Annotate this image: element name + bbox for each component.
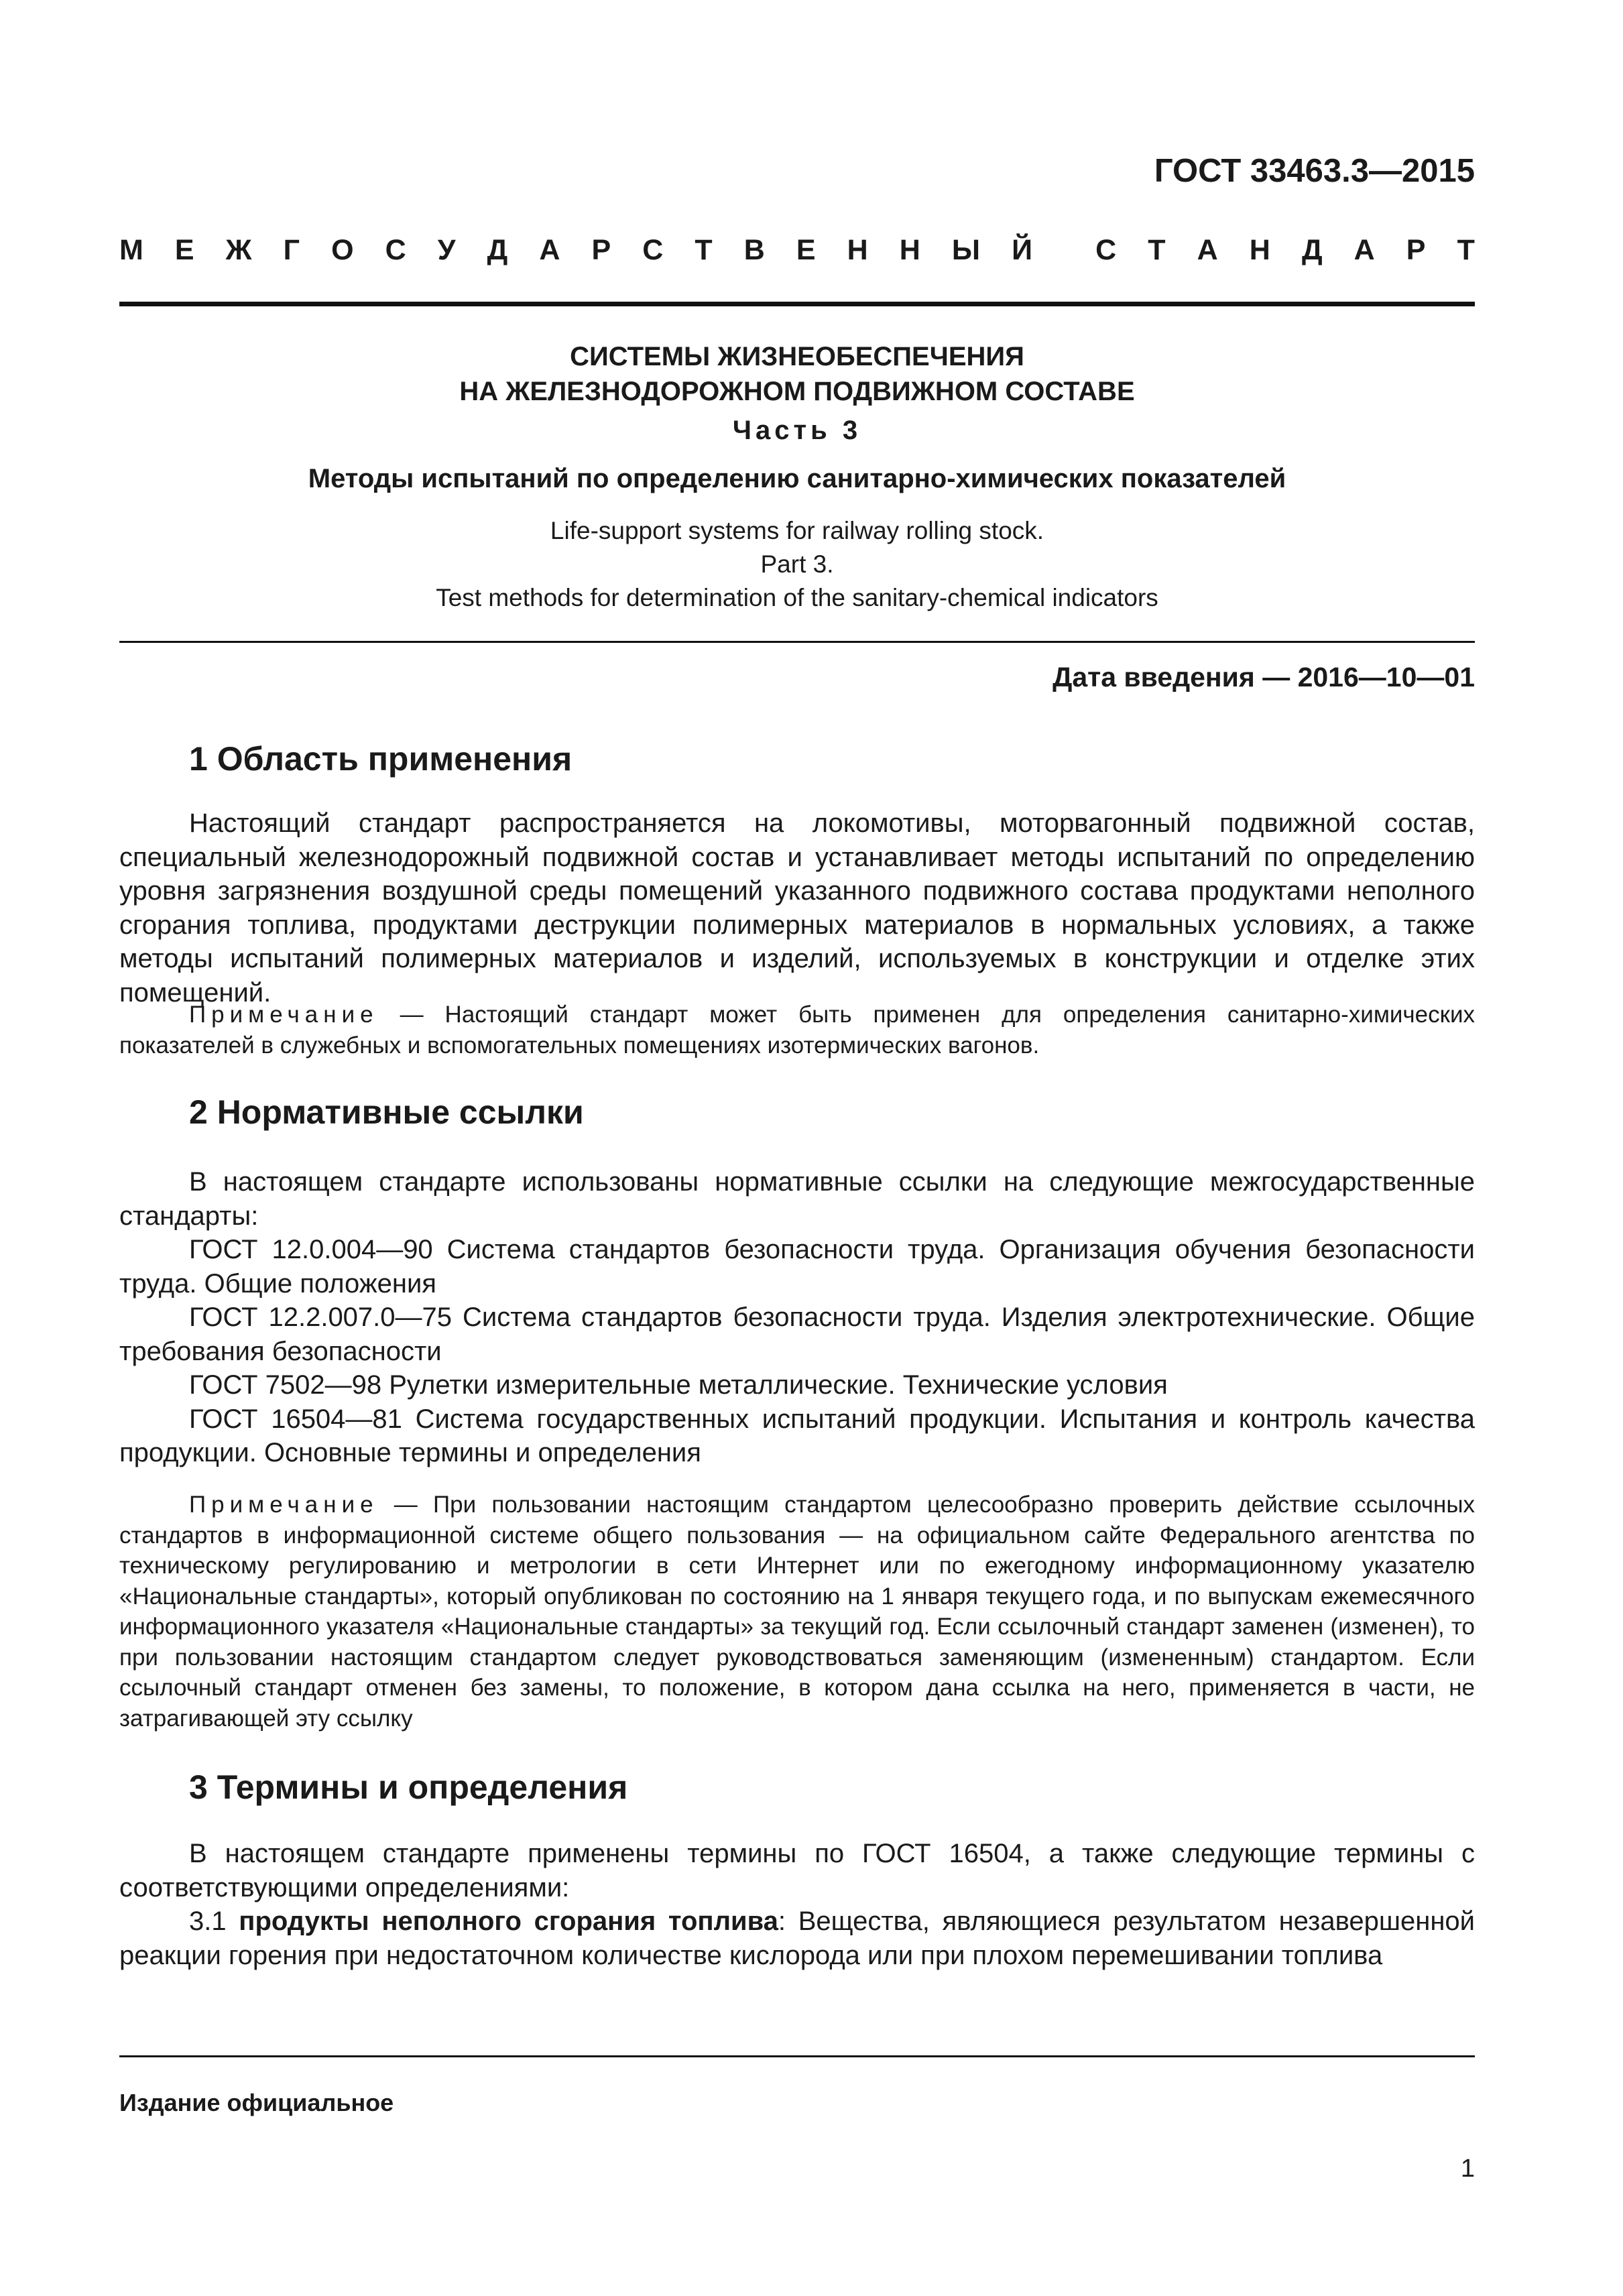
banner-letter: Н <box>899 234 920 266</box>
reference-item: ГОСТ 12.2.007.0—75 Система стандартов безопасности труда. Изделия электротехнические. Общие требования безопасности <box>119 1303 1475 1366</box>
banner-letter: Ж <box>225 234 252 266</box>
note-label: Примечание <box>189 1492 379 1518</box>
english-title-line-3: Test methods for determination of the sanitary-chemical indicators <box>436 584 1158 611</box>
section-3-body <box>119 1837 1475 1972</box>
term-number: 3.1 <box>189 1907 239 1936</box>
section-2-intro: В настоящем стандарте использованы нормативные ссылки на следующие межгосударственные стандарты: <box>119 1167 1475 1231</box>
english-title <box>119 514 1475 615</box>
banner-letter: Д <box>1301 234 1323 266</box>
section-3-heading: 3 Термины и определения <box>189 1768 628 1806</box>
term-definition <box>119 1905 1475 1972</box>
standard-code: ГОСТ 33463.3—2015 <box>1154 153 1475 189</box>
note-text: — При пользовании настоящим стандартом целесообразно проверить действие ссылочных стандартов в информационной системе общего пользования — на официальном сайте Федерального агентства по техническому регулированию и метрологии в сети Интернет или по ежегодному информационному указателю «Национальные стандарты», который опубликован по состоянию на 1 января текущего года, и по выпускам ежемесячного информационного указателя «Национальные стандарты» за текущий год. Если ссылочный стандарт заменен (изменен), то при пользовании настоящим стандартом следует руководствоваться заменяющим (измененным) стандартом. Если ссылочный стандарт отменен без замены, то положение, в котором дана ссылка на него, применяется в части, не затрагивающей эту ссылку <box>119 1492 1475 1732</box>
note-label: Примечание <box>189 1002 379 1028</box>
banner-letter: Р <box>591 234 611 266</box>
section-1-paragraph: Настоящий стандарт распространяется на локомотивы, моторвагонный подвижной состав, специальный железнодорожный подвижной состав и устанавливает методы испытаний по определению уровня загрязнения воздушной среды помещений указанного подвижного состава продуктами неполного сгорания топлива, продуктами деструкции полимерных материалов в нормальных условиях, а также методы испытаний полимерных материалов и изделий, используемых в конструкции и отделке этих помещений. <box>119 808 1475 1008</box>
section-1-body <box>119 806 1475 1010</box>
reference-item: ГОСТ 7502—98 Рулетки измерительные металлические. Технические условия <box>189 1370 1168 1400</box>
banner-letter: А <box>539 234 560 266</box>
banner-letter: Т <box>1148 234 1166 266</box>
title-divider <box>119 641 1475 643</box>
english-title-line-1: Life-support systems for railway rolling stock. <box>550 517 1044 544</box>
banner-letter: А <box>1354 234 1375 266</box>
banner-letter: Р <box>1406 234 1426 266</box>
document-title <box>119 339 1475 409</box>
section-1-note <box>119 1000 1475 1061</box>
banner-letter: В <box>743 234 765 266</box>
edition-label: Издание официальное <box>119 2089 394 2116</box>
section-2-note <box>119 1490 1475 1734</box>
banner-letter: А <box>1197 234 1218 266</box>
document-subtitle: Методы испытаний по определению санитарно-химических показателей <box>308 464 1286 493</box>
banner-letter: Й <box>1012 234 1032 266</box>
banner-letter: М <box>119 234 143 266</box>
header-divider <box>119 302 1475 306</box>
introduction-date: Дата введения — 2016—10—01 <box>1053 662 1475 692</box>
banner-letter: Н <box>1249 234 1270 266</box>
title-line-1: СИСТЕМЫ ЖИЗНЕОБЕСПЕЧЕНИЯ <box>570 342 1024 371</box>
section-3-intro: В настоящем стандарте применены термины по ГОСТ 16504, а также следующие термины с соответствующими определениями: <box>119 1839 1475 1902</box>
banner-letter: Н <box>847 234 868 266</box>
banner-letter: Т <box>695 234 713 266</box>
banner-letter: С <box>1095 234 1117 266</box>
page-number: 1 <box>1460 2155 1475 2183</box>
banner-letter: Е <box>174 234 194 266</box>
banner-letter: Т <box>1457 234 1475 266</box>
banner-letter: Е <box>796 234 816 266</box>
footer-divider <box>119 2055 1475 2057</box>
reference-item: ГОСТ 12.0.004—90 Система стандартов безопасности труда. Организация обучения безопасности труда. Общие положения <box>119 1235 1475 1298</box>
banner-letter: Д <box>487 234 508 266</box>
part-label: Часть 3 <box>732 416 862 445</box>
standard-kind-banner <box>119 231 1475 269</box>
reference-item: ГОСТ 16504—81 Система государственных испытаний продукции. Испытания и контроль качества продукции. Основные термины и определения <box>119 1404 1475 1467</box>
section-2-heading: 2 Нормативные ссылки <box>189 1093 584 1131</box>
banner-letter: У <box>437 234 456 266</box>
banner-letter: О <box>331 234 354 266</box>
english-title-line-2: Part 3. <box>760 550 834 578</box>
section-2-body <box>119 1165 1475 1470</box>
banner-letter: С <box>642 234 664 266</box>
title-line-2: НА ЖЕЛЕЗНОДОРОЖНОМ ПОДВИЖНОМ СОСТАВЕ <box>459 377 1135 406</box>
term-text: : Вещества, являющиеся результатом незавершенной реакции горения при недостаточном количестве кислорода или при плохом перемешивании топлива <box>119 1907 1476 1970</box>
note-text: — Настоящий стандарт может быть применен для определения санитарно-химических показателей в служебных и вспомогательных помещениях изотермических вагонов. <box>119 1002 1475 1059</box>
banner-letter: Ы <box>951 234 981 266</box>
banner-letter: Г <box>283 234 300 266</box>
section-1-heading: 1 Область применения <box>189 740 573 778</box>
banner-letter: С <box>385 234 406 266</box>
term-name: продукты неполного сгорания топлива <box>239 1907 778 1936</box>
